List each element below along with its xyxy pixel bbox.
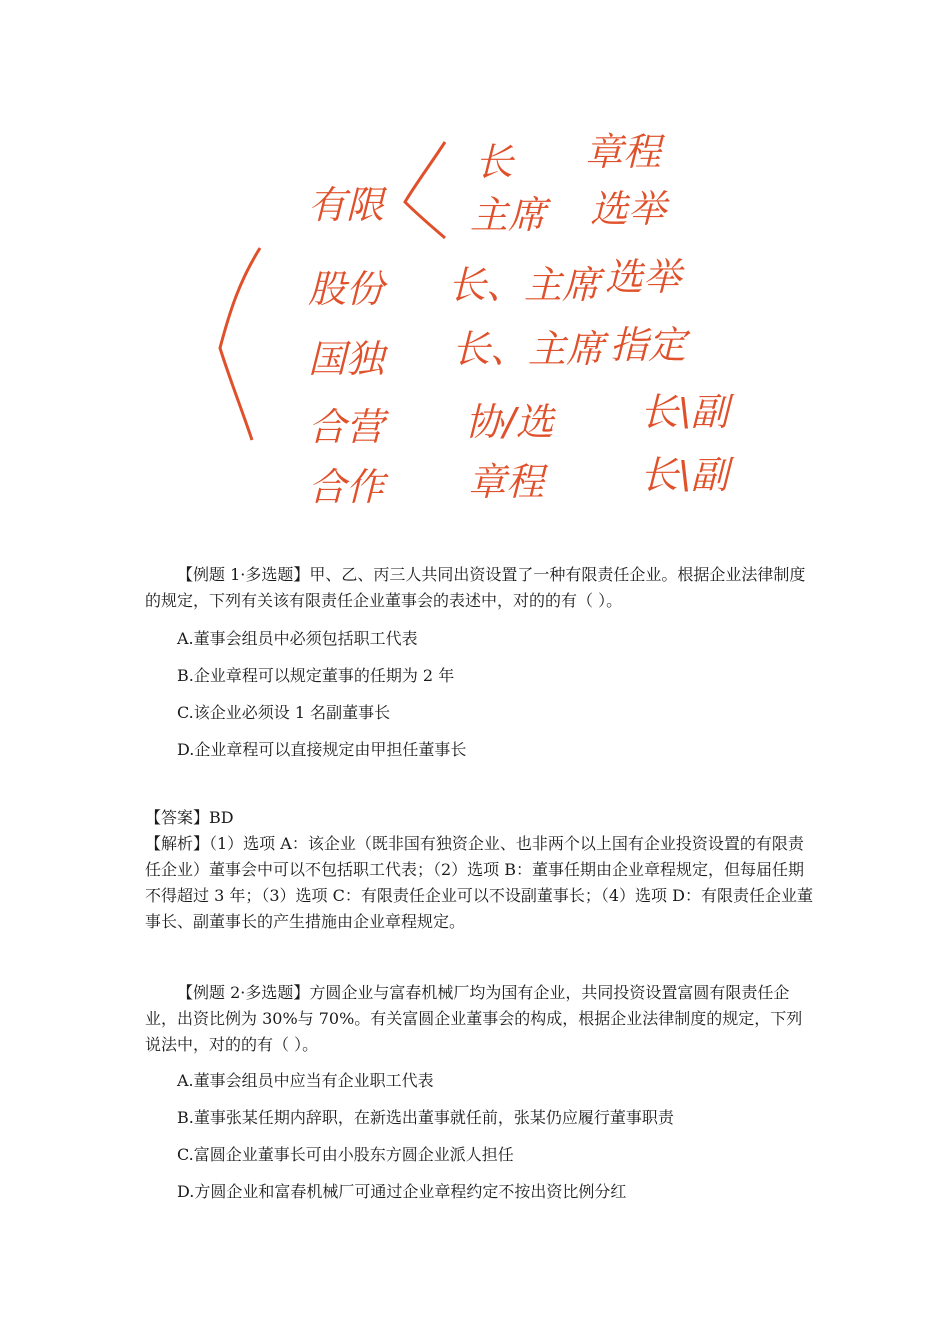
sketch-row-label: 合作 <box>308 465 385 509</box>
sketch-row2-a: 主席 <box>470 193 547 237</box>
sketch-row-who: 长、主席 <box>452 327 605 371</box>
question-1-option-a: A.董事会组员中必须包括职工代表 <box>177 629 418 648</box>
question-2-option-b: B.董事张某任期内辞职，在新选出董事就任前，张某仍应履行董事职责 <box>177 1108 674 1127</box>
question-2-option-d: D.方圆企业和富春机械厂可通过企业章程约定不按出资比例分红 <box>177 1182 627 1201</box>
sketch-row1-label: 有限 <box>308 183 385 227</box>
sketch-row-who: 长、主席 <box>448 263 601 307</box>
question-2-option-c: C.富圆企业董事长可由小股东方圆企业派人担任 <box>177 1145 514 1164</box>
question-2 <box>145 980 815 1205</box>
question-1 <box>145 562 815 763</box>
left-brace-large <box>220 248 260 440</box>
question-1-option-d: D.企业章程可以直接规定由甲担任董事长 <box>177 740 467 759</box>
sketch-row-how: 指定 <box>610 323 687 367</box>
sketch-row-who: 章程 <box>468 460 545 504</box>
sketch-row2-b: 选举 <box>590 187 667 231</box>
question-1-option-b: B.企业章程可以规定董事的任期为 2 年 <box>177 666 455 685</box>
answer-section <box>145 805 815 935</box>
sketch-row-label: 国独 <box>308 337 385 381</box>
sketch-row1-b: 章程 <box>585 130 662 174</box>
sketch-row-how: 长\副 <box>640 390 729 434</box>
question-2-option-a: A.董事会组员中应当有企业职工代表 <box>177 1071 434 1090</box>
answer: 【答案】BD <box>145 808 234 827</box>
sketch-row1-a: 长 <box>475 140 514 184</box>
handwritten-diagram <box>190 110 750 530</box>
question-2-stem: 【例题 2·多选题】方圆企业与富春机械厂均为国有企业，共同投资设置富圆有限责任企业，出资比例为 30%与 70%。有关富圆企业董事会的构成，根据企业法律制度的规定，下列说法中，对的的有（ ）。 <box>145 983 803 1054</box>
sketch-row-who: 协/选 <box>465 400 554 444</box>
analysis: 【解析】（1）选项 A：该企业（既非国有独资企业、也非两个以上国有企业投资设置的有限责任企业）董事会中可以不包括职工代表；（2）选项 B：董事任期由企业章程规定，但每届任期不得超过 3 年；（3）选项 C：有限责任企业可以不设副董事长；（4）选项 D：有限责任企业董事长、副董事长的产生措施由企业章程规定。 <box>145 834 813 931</box>
question-1-option-c: C.该企业必须设 1 名副董事长 <box>177 703 391 722</box>
question-1-stem: 【例题 1·多选题】甲、乙、丙三人共同出资设置了一种有限责任企业。根据企业法律制度的规定，下列有关该有限责任企业董事会的表述中，对的的有（ ）。 <box>145 565 806 610</box>
sketch-row-how: 长\副 <box>640 453 729 497</box>
sketch-row-how: 选举 <box>605 255 682 299</box>
left-brace-small <box>405 142 445 238</box>
sketch-row-label: 股份 <box>308 267 385 311</box>
sketch-row-label: 合营 <box>308 405 385 449</box>
